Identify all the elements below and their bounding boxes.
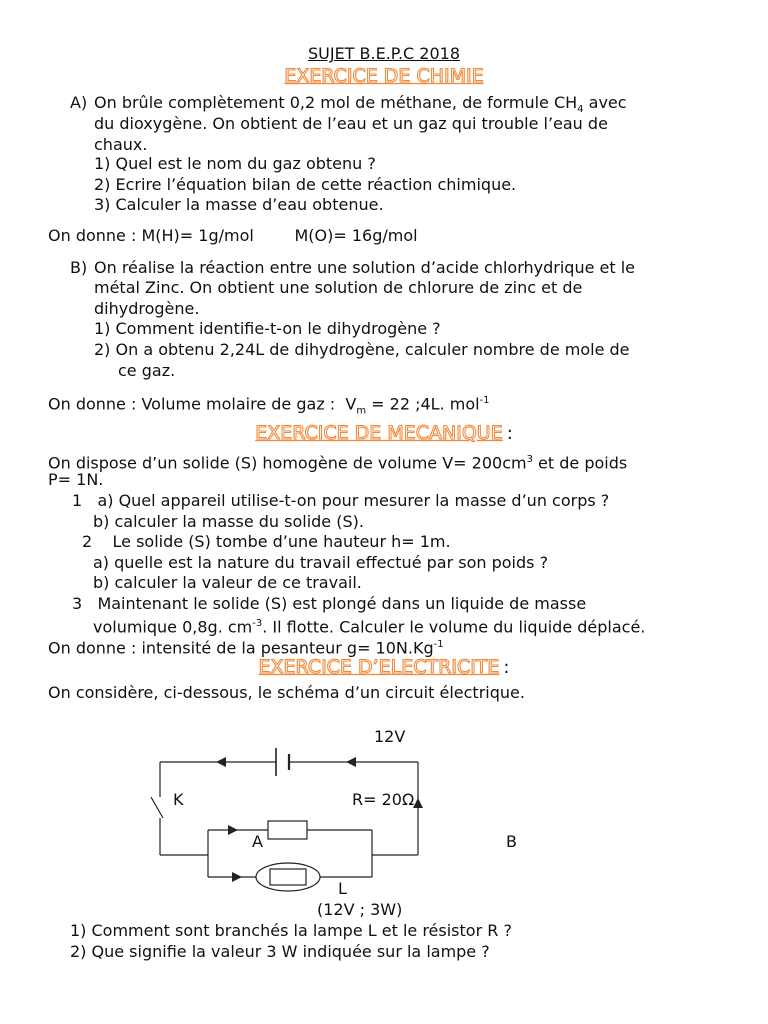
mechanics-q2-b: b) calculer la valeur de ce travail.	[93, 573, 362, 592]
chemistry-given-molar-volume: On donne : Volume molaire de gaz : $V_m = 22$ ;4L. mol$^{-1}$	[48, 394, 490, 417]
part-a-marker: A)	[70, 93, 88, 112]
mechanics-q1-a: 1 a) Quel appareil utilise-t-on pour mesurer la masse d’un corps ?	[72, 491, 610, 510]
node-b-label: B	[506, 832, 517, 851]
mechanics-q3-line-2: volumique 0,8g. $cm^{-3}$. Il flotte. Calculer le volume du liquide déplacé.	[93, 617, 646, 637]
lamp-l-filament	[270, 869, 306, 885]
chemistry-given-masses: On donne : M(H)= 1g/mol M(O)= 16g/mol	[48, 226, 418, 245]
mechanics-q2: 2 Le solide (S) tombe d’une hauteur h= 1m.	[82, 532, 451, 551]
part-b-line-3: dihydrogène.	[94, 299, 200, 318]
node-a-label: A	[252, 832, 263, 851]
mechanics-intro-2: P= 1N.	[48, 470, 104, 489]
arrow-lamp-branch	[232, 872, 242, 882]
part-b-marker: B)	[70, 258, 88, 277]
electricity-question-2: 2) Que signifie la valeur 3 W indiquée sur la lampe ?	[70, 942, 490, 961]
electricity-header: EXERCICE D’ELECTRICITE	[258, 656, 500, 678]
lamp-l-body	[256, 863, 320, 891]
chemistry-header: EXERCICE DE CHIMIE	[284, 65, 484, 87]
mechanics-header: EXERCICE DE MECANIQUE	[255, 422, 503, 444]
part-a-line-1: On brûle complètement 0,2 mol de méthane, de formule $CH_4$ avec	[94, 93, 627, 116]
resistor-label: R= 20Ω	[352, 790, 415, 809]
mechanics-q3-line-1: 3 Maintenant le solide (S) est plongé dans un liquide de masse	[72, 594, 587, 613]
part-a-question-2: 2) Ecrire l’équation bilan de cette réaction chimique.	[94, 175, 517, 194]
mechanics-given: On donne : intensité de la pesanteur $g= 10N.Kg^{-1}$	[48, 638, 444, 658]
part-b-question-2-cont: ce gaz.	[118, 361, 176, 380]
resistor-r	[268, 821, 307, 839]
battery-label: 12V	[374, 727, 406, 746]
arrow-resistor-branch	[228, 825, 238, 835]
document-title: SUJET B.E.P.C 2018	[307, 44, 461, 63]
arrow-right-up	[413, 798, 423, 808]
part-a-question-3: 3) Calculer la masse d’eau obtenue.	[94, 195, 384, 214]
mechanics-q1-b: b) calculer la masse du solide (S).	[93, 512, 364, 531]
lamp-label: L	[338, 879, 347, 898]
lamp-rating: (12V ; 3W)	[317, 900, 403, 919]
part-a-line-2: du dioxygène. On obtient de l’eau et un gaz qui trouble l’eau de	[94, 114, 608, 133]
arrow-top-left	[216, 757, 226, 767]
part-b-question-1: 1) Comment identifie-t-on le dihydrogène ?	[94, 319, 441, 338]
switch-label: K	[173, 790, 184, 809]
mechanics-q2-a: a) quelle est la nature du travail effectué par son poids ?	[93, 553, 549, 572]
switch-k-blade	[151, 797, 163, 818]
arrow-top-right	[346, 757, 356, 767]
electricity-intro: On considère, ci-dessous, le schéma d’un circuit électrique.	[48, 683, 525, 702]
electricity-header-row: EXERCICE D’ELECTRICITE :	[258, 656, 510, 678]
part-a-line-3: chaux.	[94, 135, 148, 154]
mechanics-header-row: EXERCICE DE MECANIQUE :	[255, 422, 513, 444]
electricity-question-1: 1) Comment sont branchés la lampe L et le résistor R ?	[70, 921, 512, 940]
part-b-question-2: 2) On a obtenu 2,24L de dihydrogène, calculer nombre de mole de	[94, 340, 630, 359]
part-a-question-1: 1) Quel est le nom du gaz obtenu ?	[94, 154, 376, 173]
mechanics-intro-1: On dispose d’un solide (S) homogène de volume $V= 200cm^3$ et de poids	[48, 453, 628, 473]
part-b-line-2: métal Zinc. On obtient une solution de chlorure de zinc et de	[94, 278, 583, 297]
part-b-line-1: On réalise la réaction entre une solution d’acide chlorhydrique et le	[94, 258, 636, 277]
